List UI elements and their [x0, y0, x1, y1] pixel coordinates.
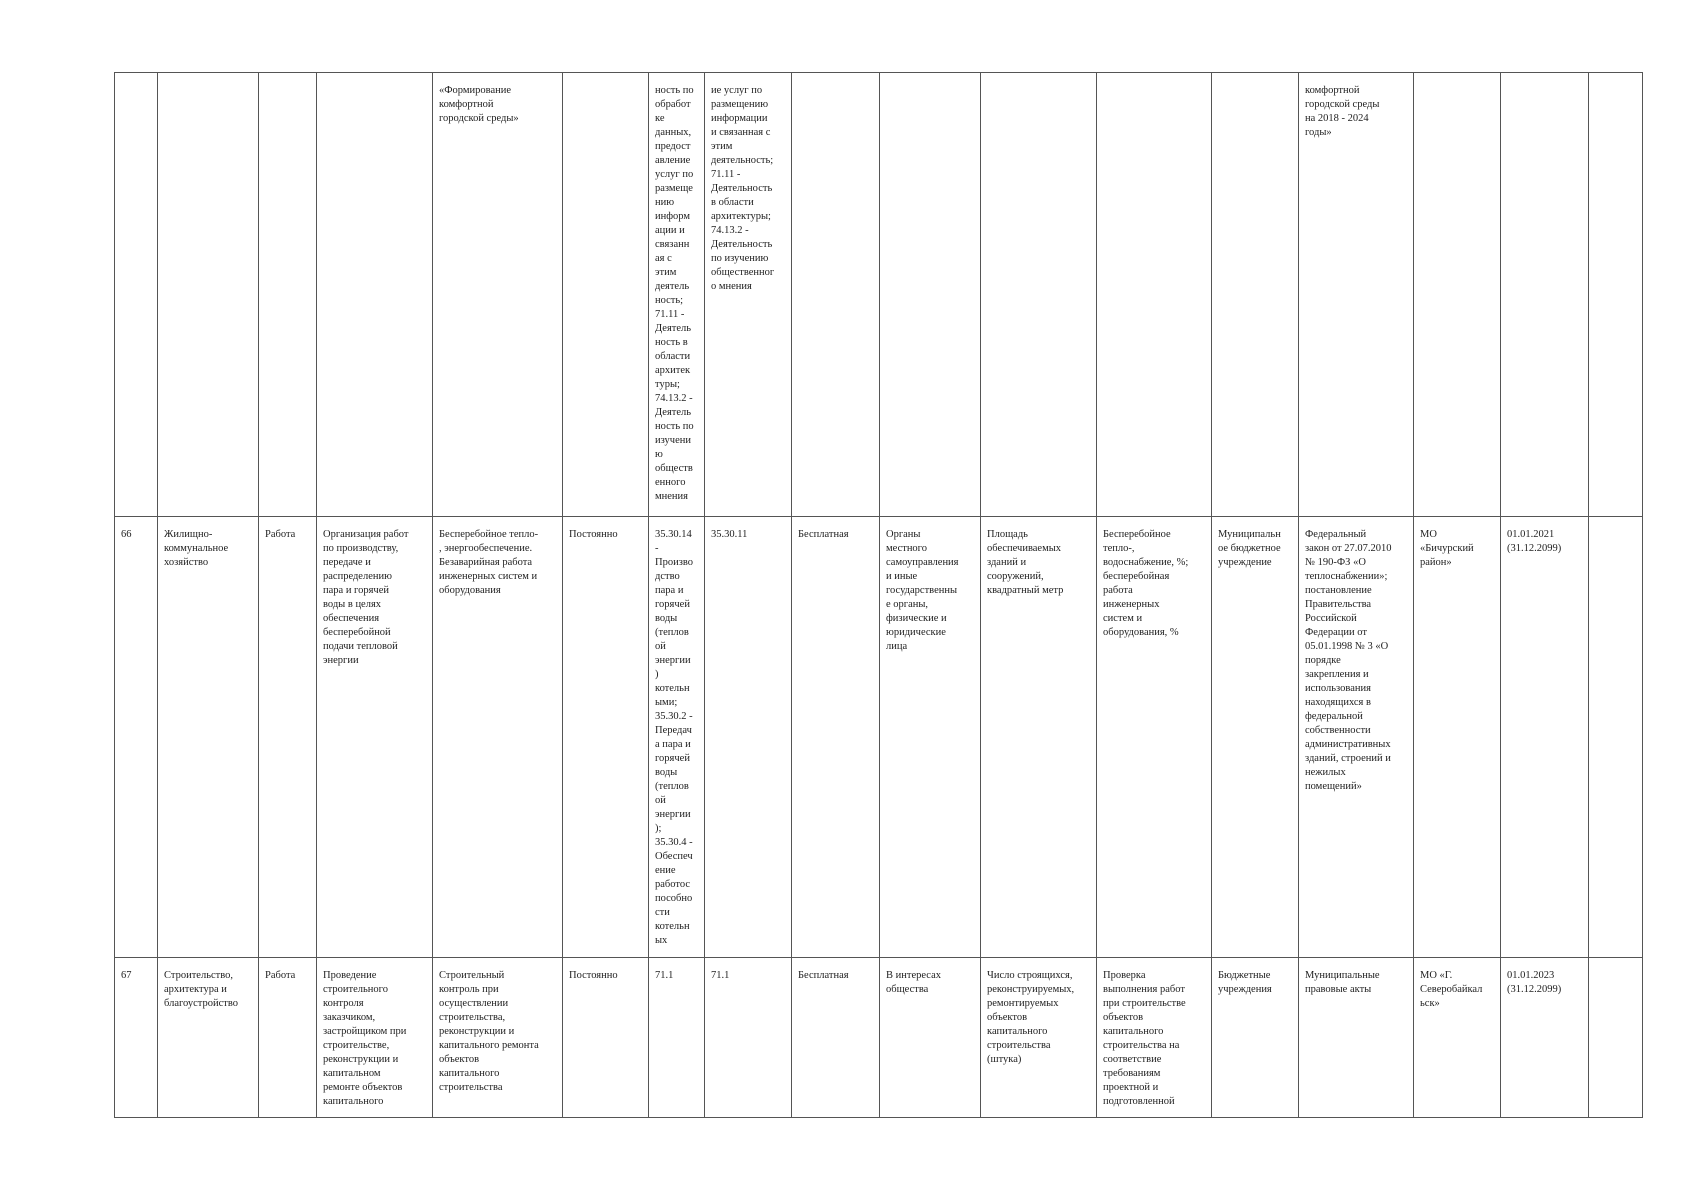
cell-volume-indicator: Число строящихся, реконструируемых, ремонтируемых объектов капитального строительства (штука)	[981, 958, 1097, 1118]
cell-volume-indicator	[981, 73, 1097, 517]
cell-work-name: Организация работ по производству, передаче и распределению пара и горячей воды в целях обеспечения бесперебойной подачи тепловой энергии	[317, 517, 433, 958]
cell-municipality: МО «Г. Северобайкал ьск»	[1414, 958, 1501, 1118]
cell-municipality: МО «Бичурский район»	[1414, 517, 1501, 958]
cell-term	[563, 73, 649, 517]
cell-payment: Бесплатная	[792, 517, 880, 958]
cell-legal-basis: комфортной городской среды на 2018 - 2024 годы»	[1299, 73, 1414, 517]
cell-okved-1: 35.30.14 - Произво дство пара и горячей воды (теплов ой энергии ) котельн ыми; 35.30.2 - Передач а пара и горячей воды (теплов ой энергии ); 35.30.4 - Обеспеч ение работос пособно сти котельн ых	[649, 517, 705, 958]
cell-date	[1501, 73, 1589, 517]
cell-quality-indicator: Проверка выполнения работ при строительстве объектов капитального строительства на соответствие требованиям проектной и подготовленной	[1097, 958, 1212, 1118]
cell-type: Работа	[259, 958, 317, 1118]
cell-municipality	[1414, 73, 1501, 517]
cell-number: 67	[115, 958, 158, 1118]
cell-work-name	[317, 73, 433, 517]
cell-okved-2: 35.30.11	[705, 517, 792, 958]
cell-type: Работа	[259, 517, 317, 958]
cell-institution-type: Муниципальн ое бюджетное учреждение	[1212, 517, 1299, 958]
cell-extra	[1589, 958, 1643, 1118]
cell-number	[115, 73, 158, 517]
cell-content: Строительный контроль при осуществлении строительства, реконструкции и капитального ремонта объектов капитального строительства	[433, 958, 563, 1118]
cell-term: Постоянно	[563, 958, 649, 1118]
cell-number: 66	[115, 517, 158, 958]
cell-legal-basis: Федеральный закон от 27.07.2010 № 190-ФЗ «О теплоснабжении»; постановление Правительства Российской Федерации от 05.01.1998 № 3 «О порядке закрепления и использования находящихся в федеральной собственности административных зданий, строений и нежилых помещений»	[1299, 517, 1414, 958]
cell-date: 01.01.2021 (31.12.2099)	[1501, 517, 1589, 958]
cell-type	[259, 73, 317, 517]
cell-date: 01.01.2023 (31.12.2099)	[1501, 958, 1589, 1118]
cell-okved-2: ие услуг по размещению информации и связанная с этим деятельность; 71.11 - Деятельность в области архитектуры; 74.13.2 - Деятельность по изучению общественног о мнения	[705, 73, 792, 517]
table-row	[115, 517, 1643, 958]
table-row	[115, 958, 1643, 1118]
cell-sphere: Строительство, архитектура и благоустройство	[158, 958, 259, 1118]
cell-consumers: Органы местного самоуправления и иные государственны е органы, физические и юридические лица	[880, 517, 981, 958]
registry-table	[114, 72, 1643, 1118]
cell-extra	[1589, 517, 1643, 958]
cell-volume-indicator: Площадь обеспечиваемых зданий и сооружений, квадратный метр	[981, 517, 1097, 958]
cell-work-name: Проведение строительного контроля заказчиком, застройщиком при строительстве, реконструкции и капитальном ремонте объектов капитального	[317, 958, 433, 1118]
cell-sphere	[158, 73, 259, 517]
cell-okved-2: 71.1	[705, 958, 792, 1118]
cell-okved-1: ность по обработ ке данных, предост авление услуг по размеще нию информ ации и связанн ая с этим деятель ность; 71.11 - Деятель ность в области архитек туры; 74.13.2 - Деятель ность по изучени ю обществ енного мнения	[649, 73, 705, 517]
cell-institution-type: Бюджетные учреждения	[1212, 958, 1299, 1118]
cell-consumers: В интересах общества	[880, 958, 981, 1118]
cell-sphere: Жилищно- коммунальное хозяйство	[158, 517, 259, 958]
cell-extra	[1589, 73, 1643, 517]
cell-content: Бесперебойное тепло- , энергообеспечение. Безаварийная работа инженерных систем и оборудования	[433, 517, 563, 958]
cell-quality-indicator: Бесперебойное тепло-, водоснабжение, %; бесперебойная работа инженерных систем и оборудования, %	[1097, 517, 1212, 958]
cell-content: «Формирование комфортной городской среды»	[433, 73, 563, 517]
cell-institution-type	[1212, 73, 1299, 517]
cell-payment: Бесплатная	[792, 958, 880, 1118]
cell-legal-basis: Муниципальные правовые акты	[1299, 958, 1414, 1118]
cell-quality-indicator	[1097, 73, 1212, 517]
cell-payment	[792, 73, 880, 517]
cell-term: Постоянно	[563, 517, 649, 958]
cell-consumers	[880, 73, 981, 517]
table-row	[115, 73, 1643, 517]
cell-okved-1: 71.1	[649, 958, 705, 1118]
